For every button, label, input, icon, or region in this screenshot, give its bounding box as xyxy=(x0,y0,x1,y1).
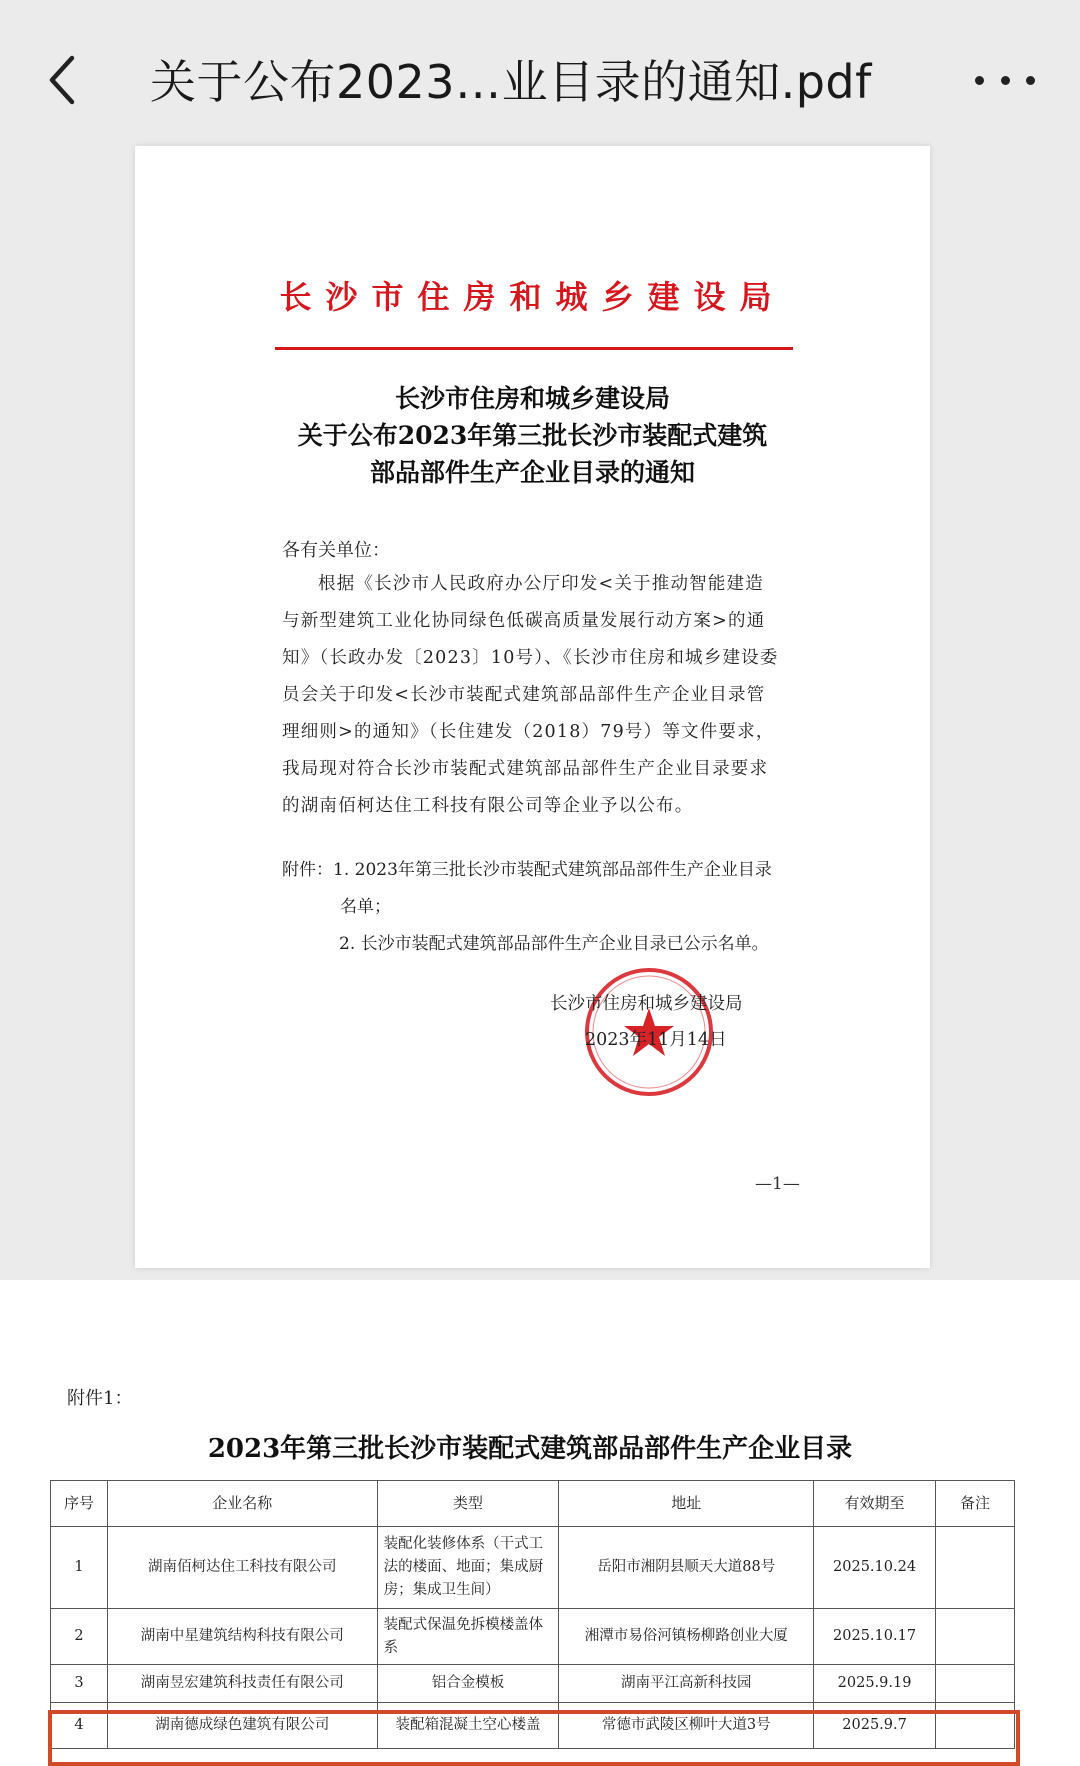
back-button[interactable] xyxy=(34,50,94,110)
document-heading xyxy=(135,380,930,491)
top-bar xyxy=(0,0,1080,150)
table-header-row xyxy=(51,1481,1015,1527)
table-row-highlighted xyxy=(51,1703,1015,1749)
cell-no: 1 xyxy=(51,1527,108,1609)
agency-heading: 长沙市住房和城乡建设局 xyxy=(279,278,786,316)
salutation: 各有关单位： xyxy=(282,540,390,561)
more-horizontal-icon xyxy=(975,76,984,85)
column-header: 企业名称 xyxy=(107,1481,377,1527)
cell-valid-until: 2025.9.19 xyxy=(814,1665,936,1703)
more-button[interactable] xyxy=(975,60,1035,100)
red-divider xyxy=(275,347,793,350)
cell-no: 4 xyxy=(51,1703,108,1749)
title-line: 关于公布2023年第三批长沙市装配式建筑 xyxy=(297,421,768,450)
chevron-left-icon xyxy=(34,50,94,110)
cell-note xyxy=(936,1665,1015,1703)
cell-address: 常德市武陵区柳叶大道3号 xyxy=(559,1703,814,1749)
attachment-item: 附件：1. 2023年第三批长沙市装配式建筑部品部件生产企业目录名单； xyxy=(282,860,772,917)
enterprise-table xyxy=(50,1480,1015,1749)
annex-label: 附件1： xyxy=(67,1388,133,1409)
cell-type: 装配箱混凝土空心楼盖 xyxy=(377,1703,559,1749)
column-header: 地址 xyxy=(559,1481,814,1527)
column-header: 类型 xyxy=(377,1481,559,1527)
table-row xyxy=(51,1609,1015,1665)
cell-address: 岳阳市湘阴县顺天大道88号 xyxy=(559,1527,814,1609)
title-line: 部品部件生产企业目录的通知 xyxy=(369,458,695,487)
cell-note xyxy=(936,1609,1015,1665)
cell-company: 湖南德成绿色建筑有限公司 xyxy=(107,1703,377,1749)
cell-valid-until: 2025.10.17 xyxy=(814,1609,936,1665)
table-row xyxy=(51,1665,1015,1703)
cell-company: 湖南昱宏建筑科技责任有限公司 xyxy=(107,1665,377,1703)
body-paragraph: 根据《长沙市人民政府办公厅印发<关于推动智能建造与新型建筑工业化协同绿色低碳高质量发展行动方案>的通知》（长政办发〔2023〕10号）、《长沙市住房和城乡建设委员会关于印发<长沙市装配式建筑部品部件生产企业目录管理细则>的通知》（长住建发（2018）79号）等文件要求，我局现对符合长沙市装配式建筑部品部件生产企业目录要求的湖南佰柯达住工科技有限公司等企业予以公布。 xyxy=(282,574,779,816)
cell-type: 装配化装修体系（干式工法的楼面、地面；集成厨房；集成卫生间） xyxy=(377,1527,559,1609)
cell-type: 装配式保温免拆模楼盖体系 xyxy=(377,1609,559,1665)
cell-valid-until: 2025.9.7 xyxy=(814,1703,936,1749)
cell-address: 湖南平江高新科技园 xyxy=(559,1665,814,1703)
table-row xyxy=(51,1527,1015,1609)
column-header: 序号 xyxy=(51,1481,108,1527)
title-line: 长沙市住房和城乡建设局 xyxy=(394,384,670,413)
more-horizontal-icon xyxy=(1026,76,1035,85)
cell-company: 湖南佰柯达住工科技有限公司 xyxy=(107,1527,377,1609)
pdf-page-2[interactable] xyxy=(0,1280,1080,1766)
cell-valid-until: 2025.10.24 xyxy=(814,1527,936,1609)
signature-organization: 长沙市住房和城乡建设局 xyxy=(550,994,743,1014)
page-number: —1— xyxy=(755,1174,800,1194)
pdf-page-1[interactable] xyxy=(135,146,930,1268)
cell-no: 3 xyxy=(51,1665,108,1703)
document-title: 关于公布2023…业目录的通知.pdf xyxy=(150,55,872,109)
attachments-list xyxy=(282,852,782,963)
cell-note xyxy=(936,1527,1015,1609)
attachment-item: 2. 长沙市装配式建筑部品部件生产企业目录已公示名单。 xyxy=(339,934,769,954)
column-header: 有效期至 xyxy=(814,1481,936,1527)
signature-date: 2023年11月14日 xyxy=(585,1030,727,1050)
cell-no: 2 xyxy=(51,1609,108,1665)
cell-type: 铝合金模板 xyxy=(377,1665,559,1703)
column-header: 备注 xyxy=(936,1481,1015,1527)
cell-address: 湘潭市易俗河镇杨柳路创业大厦 xyxy=(559,1609,814,1665)
cell-note xyxy=(936,1703,1015,1749)
more-horizontal-icon xyxy=(1001,76,1010,85)
cell-company: 湖南中星建筑结构科技有限公司 xyxy=(107,1609,377,1665)
annex-title: 2023年第三批长沙市装配式建筑部品部件生产企业目录 xyxy=(207,1434,853,1464)
